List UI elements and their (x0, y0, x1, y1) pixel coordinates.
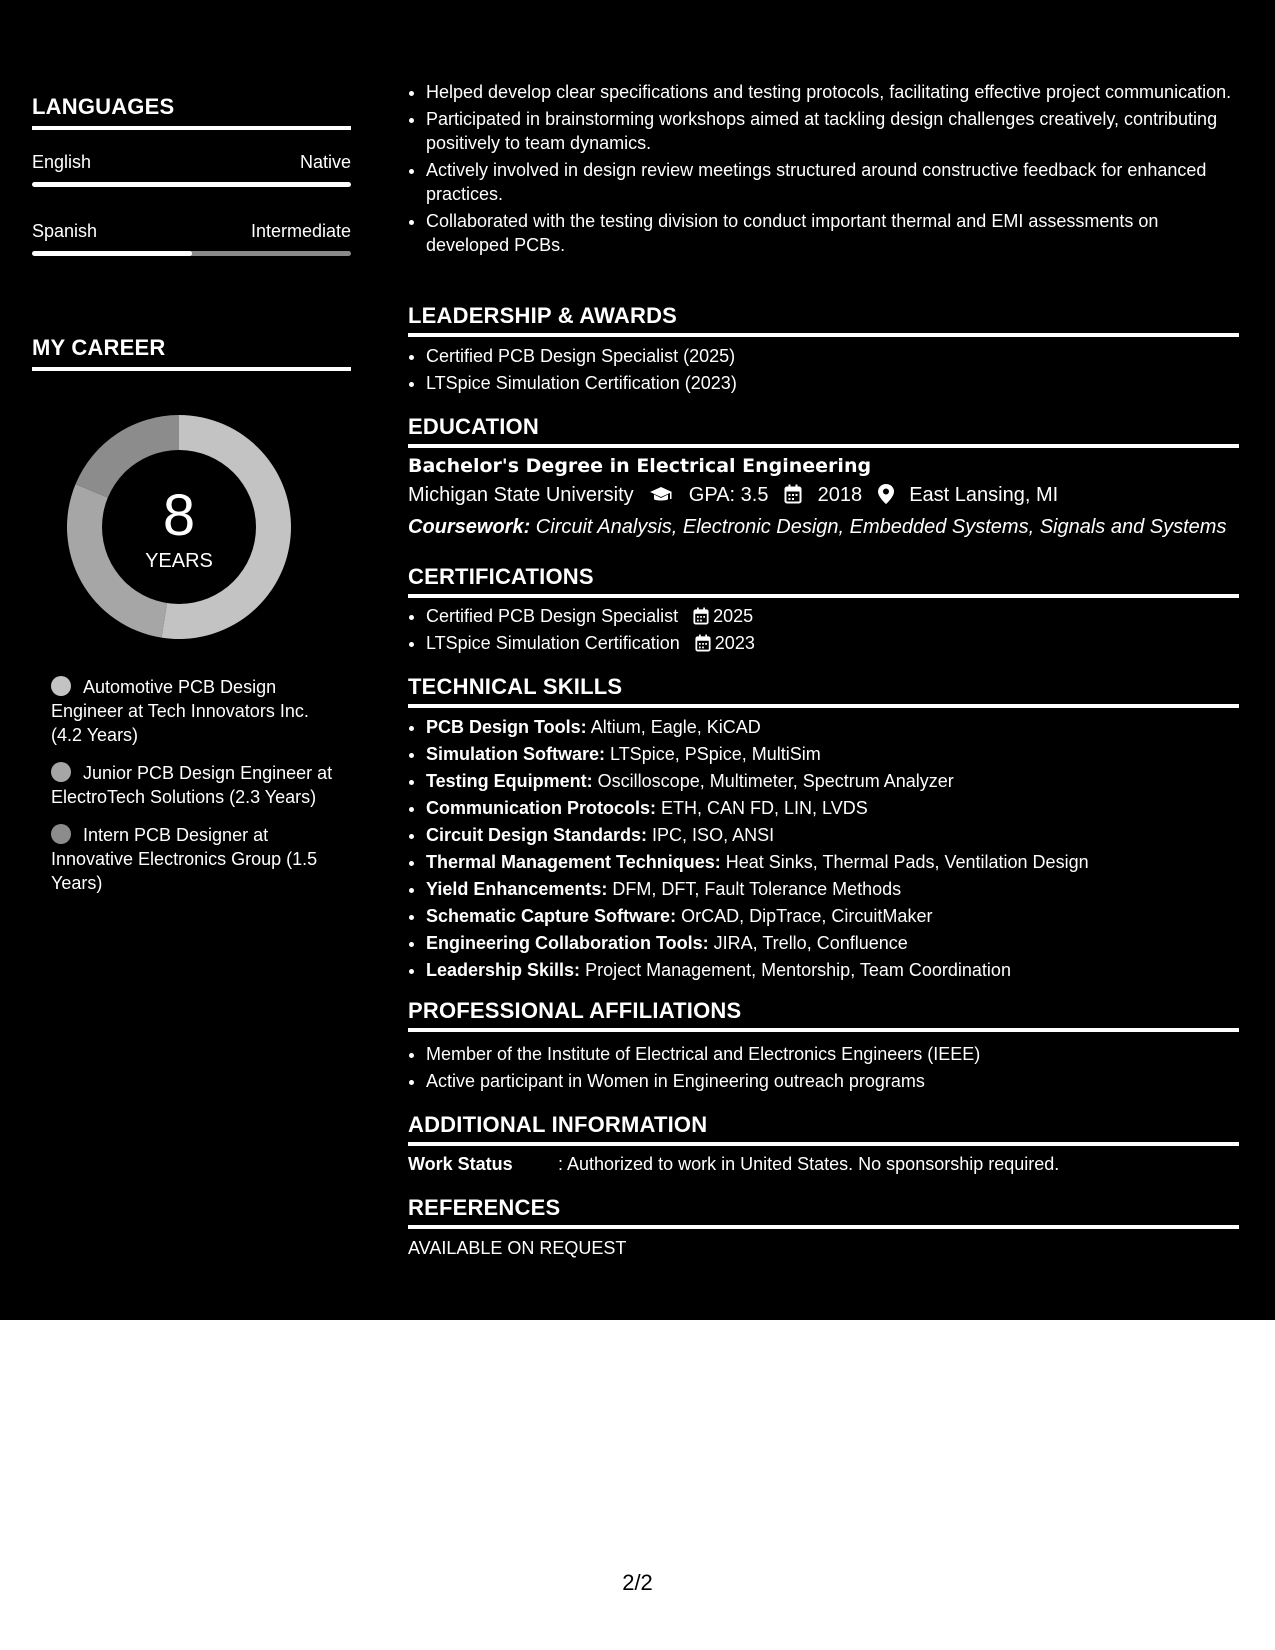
skill-value: Altium, Eagle, KiCAD (586, 717, 761, 737)
career-item (51, 761, 341, 809)
language-row-spanish (32, 221, 351, 261)
sidebar (0, 0, 380, 1320)
language-proficiency-fill (32, 251, 192, 256)
education-meta (408, 484, 1058, 507)
career-item (51, 823, 341, 895)
skill-item (426, 769, 1246, 793)
language-row-english (32, 152, 351, 192)
skill-value: ETH, CAN FD, LIN, LVDS (656, 798, 868, 818)
skill-value: JIRA, Trello, Confluence (708, 933, 908, 953)
experience-bullets (408, 80, 1246, 260)
career-total-unit: YEARS (145, 550, 213, 572)
career-heading: MY CAREER (32, 335, 351, 371)
language-level: Native (299, 152, 351, 172)
certification-item (426, 604, 1246, 628)
references-text: AVAILABLE ON REQUEST (408, 1238, 627, 1258)
career-donut-chart (67, 415, 291, 639)
list-item: • LTSpice Simulation Certification (2023) (426, 371, 1246, 395)
education-gpa: GPA: 3.5 (688, 484, 769, 506)
certifications-heading: CERTIFICATIONS (408, 564, 1239, 598)
education-school: Michigan State University (408, 484, 634, 506)
education-coursework (408, 516, 1226, 539)
skill-value: LTSpice, PSpice, MultiSim (605, 744, 821, 764)
skill-label: Thermal Management Techniques: (426, 852, 721, 872)
skill-item (426, 796, 1246, 820)
education-year: 2018 (817, 484, 863, 506)
calendar-icon (695, 634, 711, 652)
career-item (51, 675, 341, 747)
certification-name: Certified PCB Design Specialist (426, 606, 679, 626)
list-item: • Certified PCB Design Specialist (2025) (426, 344, 1246, 368)
leadership-heading: LEADERSHIP & AWARDS (408, 303, 1239, 337)
certification-year: 2025 (713, 606, 754, 626)
language-proficiency-bar (32, 182, 351, 187)
career-item-text: Intern PCB Designer at Innovative Electronics Group (1.5 Years) (51, 825, 318, 893)
skill-label: Circuit Design Standards: (426, 825, 648, 845)
list-item: • Participated in brainstorming workshops aimed at tackling design challenges creatively, contributing positively to team dynamics. (426, 107, 1246, 155)
skill-label: PCB Design Tools: (426, 717, 587, 737)
skill-item (426, 823, 1246, 847)
references-heading: REFERENCES (408, 1195, 1239, 1229)
skill-value: Project Management, Mentorship, Team Coordination (580, 960, 1011, 980)
affiliations-list (408, 1042, 1246, 1096)
list-item: • Collaborated with the testing division to conduct important thermal and EMI assessments on developed PCBs. (426, 209, 1246, 257)
skill-value: IPC, ISO, ANSI (647, 825, 775, 845)
work-status-label: Work Status (408, 1154, 513, 1174)
skill-label: Simulation Software: (426, 744, 606, 764)
skill-label: Testing Equipment: (426, 771, 593, 791)
skill-label: Engineering Collaboration Tools: (426, 933, 709, 953)
language-proficiency-bar (32, 251, 351, 256)
page-number: 2/2 (622, 1570, 653, 1595)
skill-item (426, 958, 1246, 982)
skill-value: Oscilloscope, Multimeter, Spectrum Analyzer (592, 771, 954, 791)
language-name: Spanish (32, 221, 98, 241)
legend-dot (51, 676, 71, 696)
career-item-text: Junior PCB Design Engineer at ElectroTech Solutions (2.3 Years) (51, 763, 333, 807)
affiliations-heading: PROFESSIONAL AFFILIATIONS (408, 998, 1239, 1032)
legend-dot (51, 824, 71, 844)
certification-name: LTSpice Simulation Certification (426, 633, 680, 653)
list-item: • Helped develop clear specifications and testing protocols, facilitating effective project communication. (426, 80, 1246, 104)
education-degree: Bachelor's Degree in Electrical Engineering (408, 455, 872, 477)
career-total-number: 8 (162, 483, 196, 548)
skill-value: Heat Sinks, Thermal Pads, Ventilation Design (720, 852, 1089, 872)
career-item-text: Automotive PCB Design Engineer at Tech Innovators Inc. (4.2 Years) (51, 677, 309, 745)
coursework-value: Circuit Analysis, Electronic Design, Embedded Systems, Signals and Systems (530, 516, 1227, 538)
skill-label: Communication Protocols: (426, 798, 657, 818)
work-status-value: : Authorized to work in United States. No sponsorship required. (558, 1154, 1060, 1174)
list-item: • Actively involved in design review meetings structured around constructive feedback for enhanced practices. (426, 158, 1246, 206)
additional-info-heading: ADDITIONAL INFORMATION (408, 1112, 1239, 1146)
skill-value: DFM, DFT, Fault Tolerance Methods (607, 879, 902, 899)
technical-skills-list (408, 715, 1246, 985)
coursework-label: Coursework: (408, 516, 531, 538)
list-item: • Member of the Institute of Electrical and Electronics Engineers (IEEE) (426, 1042, 1246, 1066)
skill-item (426, 931, 1246, 955)
education-heading: EDUCATION (408, 414, 1239, 448)
legend-dot (51, 762, 71, 782)
skill-item (426, 904, 1246, 928)
main-content (380, 0, 1275, 1320)
education-location: East Lansing, MI (909, 484, 1059, 506)
skill-item (426, 742, 1246, 766)
skill-label: Leadership Skills: (426, 960, 581, 980)
certification-year: 2023 (714, 633, 755, 653)
languages-heading: LANGUAGES (32, 94, 351, 130)
work-status-row (408, 1154, 1059, 1175)
skill-label: Yield Enhancements: (426, 879, 608, 899)
skill-value: OrCAD, DipTrace, CircuitMaker (676, 906, 933, 926)
certifications-list (408, 604, 1246, 658)
calendar-icon (784, 484, 802, 504)
technical-skills-heading: TECHNICAL SKILLS (408, 674, 1239, 708)
skill-item (426, 715, 1246, 739)
graduation-cap-icon (649, 486, 673, 504)
skill-item (426, 850, 1246, 874)
leadership-list (408, 344, 1246, 398)
career-list (51, 675, 341, 909)
list-item: • Active participant in Women in Engineering outreach programs (426, 1069, 1246, 1093)
skill-label: Schematic Capture Software: (426, 906, 677, 926)
calendar-icon (693, 607, 709, 625)
language-proficiency-fill (32, 182, 351, 187)
language-level: Intermediate (250, 221, 351, 241)
language-name: English (32, 152, 92, 172)
certification-item (426, 631, 1246, 655)
map-pin-icon (878, 484, 894, 504)
skill-item (426, 877, 1246, 901)
